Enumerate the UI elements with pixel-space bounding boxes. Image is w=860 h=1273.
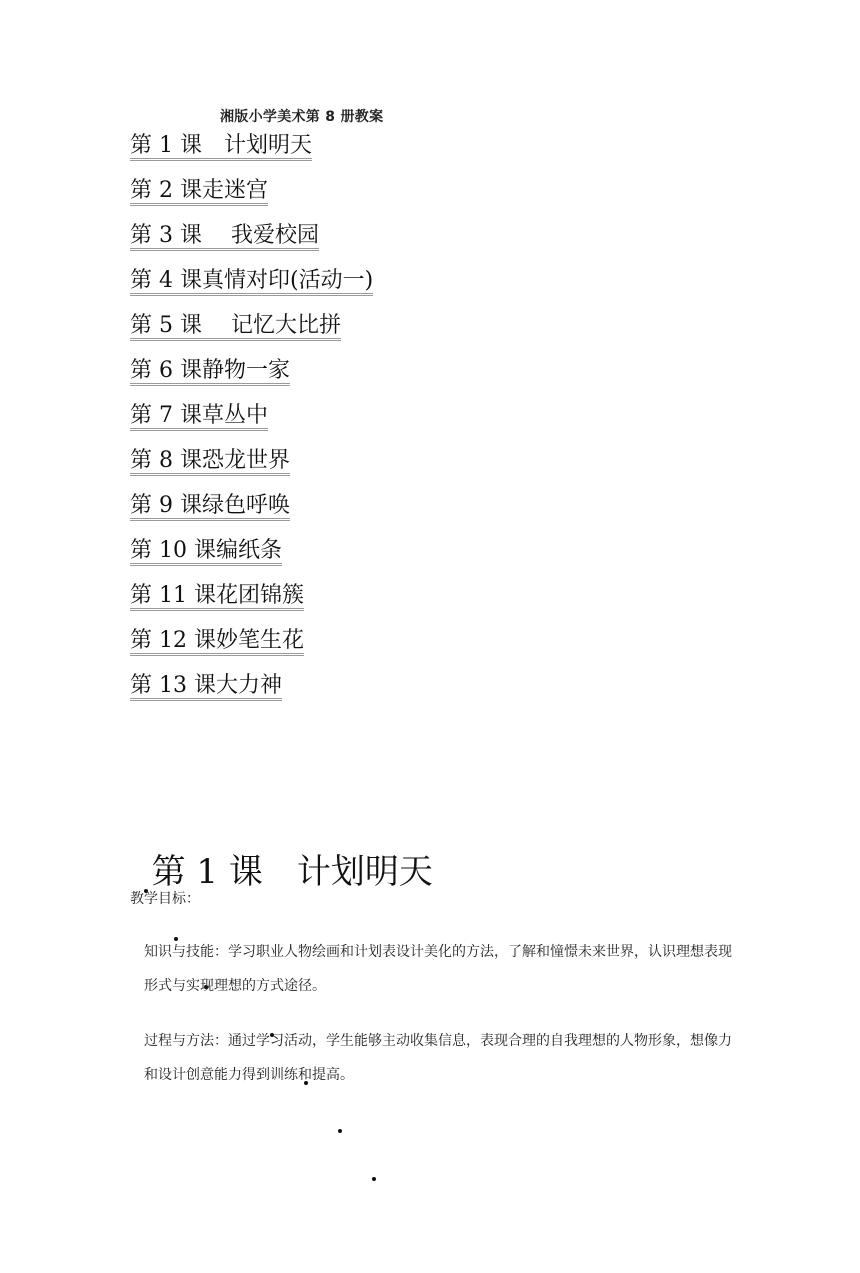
knowledge-skills-paragraph: 知识与技能：学习职业人物绘画和计划表设计美化的方法，了解和憧憬未来世界，认识理想表现形式与实现理想的方式途径。: [144, 944, 732, 994]
toc-item: [130, 533, 373, 578]
toc-item: [130, 623, 373, 668]
toc-link-lesson-10[interactable]: 第 10 课编纸条: [130, 538, 282, 563]
toc-link-lesson-4[interactable]: 第 4 课真情对印(活动一): [130, 268, 374, 293]
toc-link-lesson-8[interactable]: 第 8 课恐龙世界: [130, 448, 290, 473]
toc-item: [130, 308, 373, 353]
document-title: 湘版小学美术第 8 册教案: [220, 109, 384, 125]
toc-item: [130, 443, 373, 488]
heading-emphasis-dots: [130, 841, 433, 847]
toc-link-lesson-2[interactable]: 第 2 课走迷宫: [130, 178, 268, 203]
lesson-heading-text: 第 1 课 计划明天: [151, 852, 433, 892]
toc-item: [130, 218, 373, 263]
lesson-heading: [130, 800, 433, 944]
toc-item: [130, 578, 373, 623]
toc-item: [130, 668, 373, 713]
toc-item: [130, 128, 373, 173]
toc-item: [130, 263, 373, 308]
toc-link-lesson-3[interactable]: 第 3 课 我爱校园: [130, 223, 319, 248]
toc-link-lesson-11[interactable]: 第 11 课花团锦簇: [130, 583, 304, 608]
process-method-paragraph: 过程与方法：通过学习活动，学生能够主动收集信息，表现合理的自我理想的人物形象，想像力和设计创意能力得到训练和提高。: [144, 1033, 732, 1083]
toc-link-lesson-6[interactable]: 第 6 课静物一家: [130, 358, 290, 383]
objectives-label: 教学目标：: [130, 891, 200, 907]
toc-link-lesson-5[interactable]: 第 5 课 记忆大比拼: [130, 313, 341, 338]
toc-link-lesson-7[interactable]: 第 7 课草丛中: [130, 403, 268, 428]
toc-item: [130, 488, 373, 533]
toc-item: [130, 398, 373, 443]
toc-item: [130, 353, 373, 398]
table-of-contents: [130, 128, 373, 713]
toc-link-lesson-13[interactable]: 第 13 课大力神: [130, 673, 282, 698]
toc-item: [130, 173, 373, 218]
toc-link-lesson-12[interactable]: 第 12 课妙笔生花: [130, 628, 304, 653]
toc-link-lesson-9[interactable]: 第 9 课绿色呼唤: [130, 493, 290, 518]
toc-link-lesson-1[interactable]: 第 1 课 计划明天: [130, 133, 312, 158]
